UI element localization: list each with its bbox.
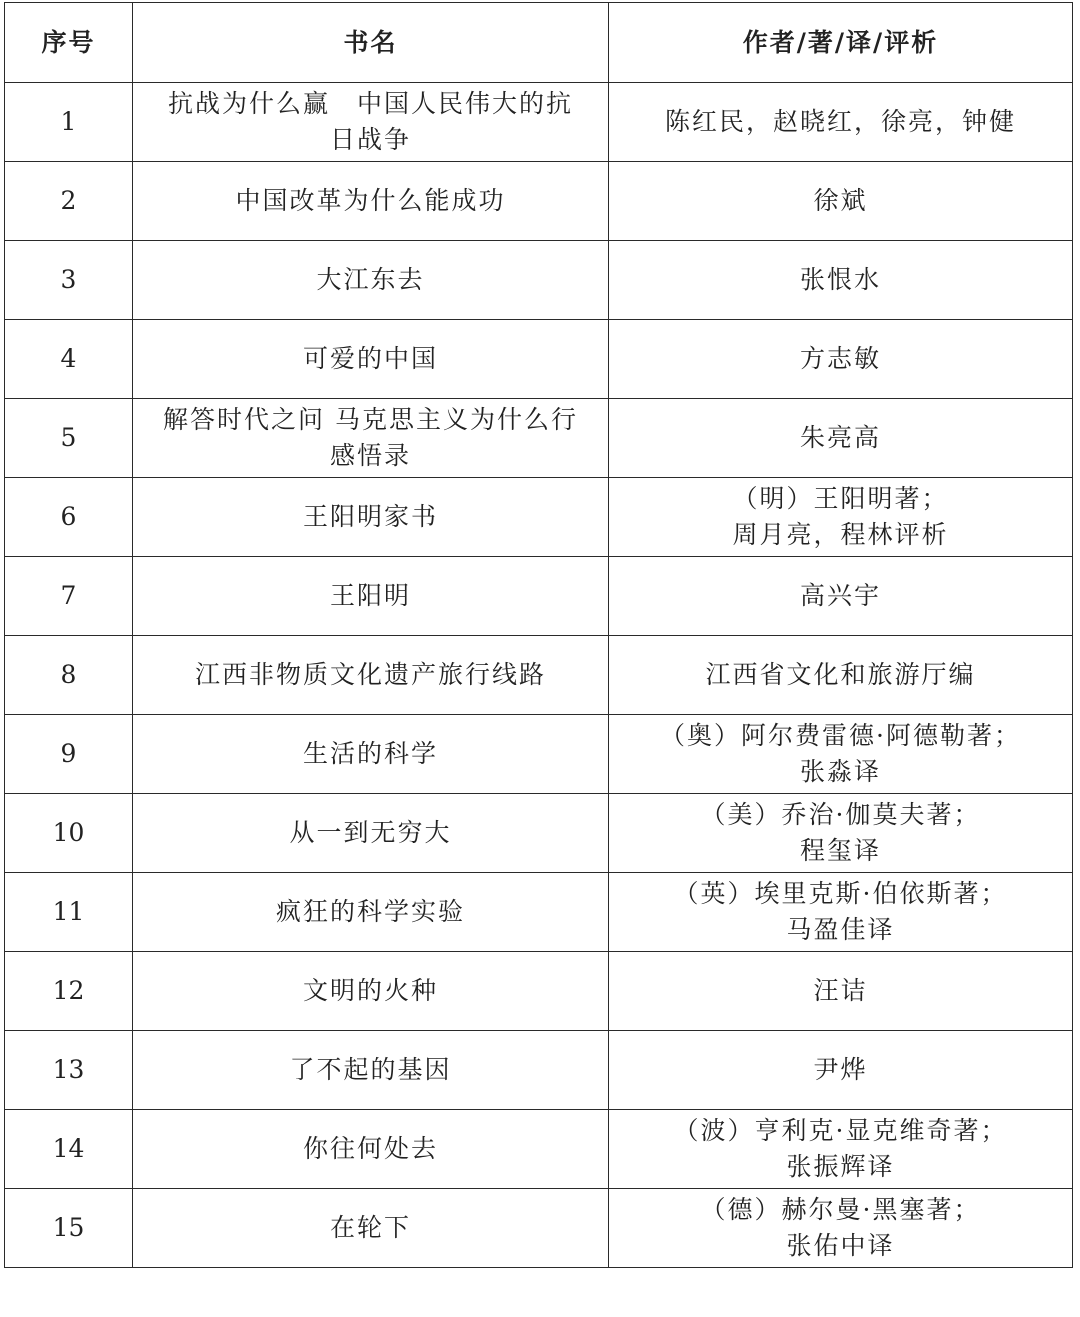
book-title-line: 从一到无穷大 [289, 818, 452, 847]
serial-number-cell: 1 [5, 83, 133, 162]
book-title-cell [133, 478, 609, 557]
serial-number-cell: 14 [5, 1110, 133, 1189]
book-title-line: 中国改革为什么能成功 [235, 186, 506, 215]
table-header-row [5, 3, 1073, 83]
serial-number-cell: 11 [5, 873, 133, 952]
book-title-line: 感悟录 [329, 441, 411, 470]
serial-number-cell: 15 [5, 1189, 133, 1268]
table-row [5, 162, 1073, 241]
author-line: 尹烨 [813, 1055, 868, 1084]
table-row [5, 320, 1073, 399]
serial-number-cell: 5 [5, 399, 133, 478]
table-row [5, 636, 1073, 715]
author-line: 徐斌 [813, 186, 868, 215]
author-line: 张淼译 [799, 757, 881, 786]
serial-number-cell: 6 [5, 478, 133, 557]
author-cell [609, 241, 1073, 320]
author-cell [609, 320, 1073, 399]
header-serial-number: 序号 [5, 3, 133, 83]
table-row [5, 794, 1073, 873]
author-cell [609, 557, 1073, 636]
serial-number-cell: 2 [5, 162, 133, 241]
author-cell [609, 1031, 1073, 1110]
book-title-line: 解答时代之问 马克思主义为什么行 [163, 405, 578, 434]
author-line: （美）乔治·伽莫夫著； [700, 800, 981, 829]
serial-number-cell: 12 [5, 952, 133, 1031]
book-title-cell [133, 241, 609, 320]
author-line: 张振辉译 [786, 1152, 895, 1181]
author-line: 周月亮，程林评析 [732, 520, 949, 549]
author-line: （英）埃里克斯·伯依斯著； [673, 879, 1008, 908]
author-line: 江西省文化和旅游厅编 [705, 660, 976, 689]
author-line: 张恨水 [799, 265, 881, 294]
serial-number-cell: 8 [5, 636, 133, 715]
serial-number-cell: 10 [5, 794, 133, 873]
book-title-cell [133, 399, 609, 478]
author-line: 朱亮高 [799, 423, 881, 452]
table-row [5, 557, 1073, 636]
table-row [5, 399, 1073, 478]
author-cell [609, 1110, 1073, 1189]
book-title-cell [133, 557, 609, 636]
serial-number-cell: 3 [5, 241, 133, 320]
table-row [5, 952, 1073, 1031]
author-cell [609, 794, 1073, 873]
table-row [5, 478, 1073, 557]
book-title-line: 你往何处去 [302, 1134, 438, 1163]
book-title-line: 在轮下 [329, 1213, 411, 1242]
author-line: 马盈佳译 [786, 915, 895, 944]
serial-number-cell: 7 [5, 557, 133, 636]
table-row [5, 873, 1073, 952]
author-cell [609, 873, 1073, 952]
book-title-cell [133, 1189, 609, 1268]
author-line: 高兴宇 [799, 581, 881, 610]
table-row [5, 1031, 1073, 1110]
table-row [5, 83, 1073, 162]
book-title-line: 抗战为什么赢 中国人民伟大的抗 [167, 89, 573, 118]
author-line: （明）王阳明著； [732, 484, 949, 513]
book-title-cell [133, 1110, 609, 1189]
book-title-line: 可爱的中国 [302, 344, 438, 373]
serial-number-cell: 13 [5, 1031, 133, 1110]
author-cell [609, 399, 1073, 478]
table-body [5, 83, 1073, 1268]
author-cell [609, 952, 1073, 1031]
author-cell [609, 636, 1073, 715]
book-title-line: 日战争 [329, 125, 411, 154]
book-title-line: 疯狂的科学实验 [275, 897, 465, 926]
book-title-line: 了不起的基因 [289, 1055, 452, 1084]
book-title-cell [133, 952, 609, 1031]
book-title-cell [133, 636, 609, 715]
book-title-line: 生活的科学 [302, 739, 438, 768]
book-title-cell [133, 794, 609, 873]
author-line: 方志敏 [799, 344, 881, 373]
table-row [5, 1110, 1073, 1189]
book-title-line: 文明的火种 [302, 976, 438, 1005]
book-title-cell [133, 873, 609, 952]
book-title-cell [133, 715, 609, 794]
book-title-cell [133, 162, 609, 241]
book-title-line: 王阳明 [329, 581, 411, 610]
table-row [5, 241, 1073, 320]
book-title-cell [133, 320, 609, 399]
book-title-line: 王阳明家书 [302, 502, 438, 531]
book-title-cell [133, 1031, 609, 1110]
author-cell [609, 162, 1073, 241]
author-line: 汪诘 [813, 976, 868, 1005]
book-title-line: 江西非物质文化遗产旅行线路 [194, 660, 546, 689]
author-line: 陈红民，赵晓红，徐亮，钟健 [664, 107, 1016, 136]
table-row [5, 1189, 1073, 1268]
header-author: 作者/著/译/评析 [609, 3, 1073, 83]
author-cell [609, 83, 1073, 162]
author-cell [609, 715, 1073, 794]
author-cell [609, 478, 1073, 557]
serial-number-cell: 9 [5, 715, 133, 794]
author-line: （德）赫尔曼·黑塞著； [700, 1195, 981, 1224]
author-cell [609, 1189, 1073, 1268]
header-book-title: 书名 [133, 3, 609, 83]
book-title-cell [133, 83, 609, 162]
author-line: 张佑中译 [786, 1231, 895, 1260]
book-list-table [4, 2, 1073, 1268]
author-line: （波）亨利克·显克维奇著； [673, 1116, 1008, 1145]
author-line: 程玺译 [799, 836, 881, 865]
author-line: （奥）阿尔费雷德·阿德勒著； [660, 721, 1021, 750]
book-title-line: 大江东去 [316, 265, 425, 294]
table-row [5, 715, 1073, 794]
serial-number-cell: 4 [5, 320, 133, 399]
